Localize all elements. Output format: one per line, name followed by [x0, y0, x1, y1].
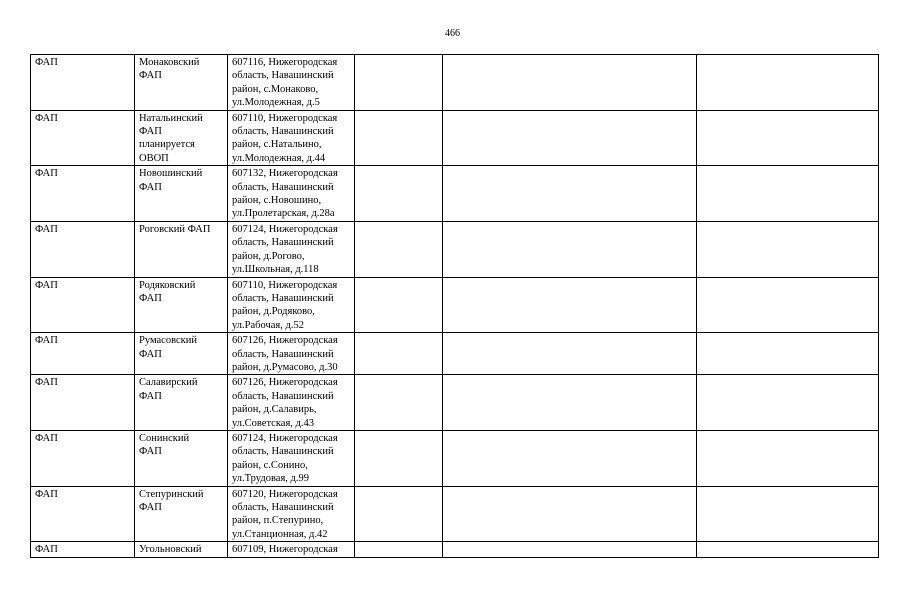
table-row [31, 277, 879, 333]
table-row [31, 430, 879, 486]
facilities-table [30, 54, 879, 558]
cell-facility-name: Новошинский ФАП [135, 166, 228, 222]
cell-col4 [355, 277, 443, 333]
table-row [31, 166, 879, 222]
cell-facility-type: ФАП [31, 277, 135, 333]
cell-facility-name: Монаковский ФАП [135, 55, 228, 111]
cell-facility-type: ФАП [31, 55, 135, 111]
cell-facility-type: ФАП [31, 166, 135, 222]
cell-col5 [443, 221, 697, 277]
cell-col6 [697, 166, 879, 222]
table-row [31, 542, 879, 557]
cell-col5 [443, 542, 697, 557]
cell-col6 [697, 430, 879, 486]
cell-address: 607110, Нижегородская область, Навашинский район, д.Родяково, ул.Рабочая, д.52 [228, 277, 355, 333]
table-row [31, 333, 879, 375]
cell-col6 [697, 333, 879, 375]
cell-facility-name: Угольновский [135, 542, 228, 557]
cell-address: 607126, Нижегородская область, Навашинский район, д.Салавирь, ул.Советская, д.43 [228, 375, 355, 431]
cell-facility-name: Родяковский ФАП [135, 277, 228, 333]
cell-col5 [443, 166, 697, 222]
cell-col4 [355, 221, 443, 277]
cell-address: 607110, Нижегородская область, Навашинский район, с.Натальино, ул.Молодежная, д.44 [228, 110, 355, 166]
cell-address: 607109, Нижегородская [228, 542, 355, 557]
cell-facility-type: ФАП [31, 542, 135, 557]
cell-facility-name: Натальинский ФАП планируется ОВОП [135, 110, 228, 166]
table-row [31, 375, 879, 431]
cell-col5 [443, 55, 697, 111]
cell-col5 [443, 110, 697, 166]
cell-facility-type: ФАП [31, 375, 135, 431]
cell-facility-name: Салавирский ФАП [135, 375, 228, 431]
cell-col6 [697, 486, 879, 542]
cell-facility-name: Роговский ФАП [135, 221, 228, 277]
cell-address: 607120, Нижегородская область, Навашинский район, п.Степурино, ул.Станционная, д.42 [228, 486, 355, 542]
cell-col6 [697, 110, 879, 166]
cell-col4 [355, 110, 443, 166]
cell-col4 [355, 166, 443, 222]
cell-facility-type: ФАП [31, 486, 135, 542]
cell-col4 [355, 486, 443, 542]
cell-col5 [443, 333, 697, 375]
cell-address: 607124, Нижегородская область, Навашинский район, д.Рогово, ул.Школьная, д.118 [228, 221, 355, 277]
cell-col5 [443, 277, 697, 333]
cell-facility-name: Степуринский ФАП [135, 486, 228, 542]
cell-facility-type: ФАП [31, 110, 135, 166]
cell-col4 [355, 55, 443, 111]
cell-col4 [355, 430, 443, 486]
cell-address: 607116, Нижегородская область, Навашинский район, с.Монаково, ул.Молодежная, д.5 [228, 55, 355, 111]
cell-col4 [355, 333, 443, 375]
cell-address: 607132, Нижегородская область, Навашинский район, с.Новошино, ул.Пролетарская, д.28а [228, 166, 355, 222]
cell-address: 607126, Нижегородская область, Навашинский район, д.Румасово, д.30 [228, 333, 355, 375]
cell-col6 [697, 55, 879, 111]
cell-col4 [355, 375, 443, 431]
cell-col5 [443, 430, 697, 486]
cell-address: 607124, Нижегородская область, Навашинский район, с.Сонино, ул.Трудовая, д.99 [228, 430, 355, 486]
cell-facility-type: ФАП [31, 430, 135, 486]
table-row [31, 221, 879, 277]
table-row [31, 110, 879, 166]
cell-col6 [697, 375, 879, 431]
cell-col6 [697, 277, 879, 333]
cell-facility-type: ФАП [31, 221, 135, 277]
cell-col4 [355, 542, 443, 557]
cell-facility-name: Румасовский ФАП [135, 333, 228, 375]
cell-facility-name: Сонинский ФАП [135, 430, 228, 486]
cell-col5 [443, 375, 697, 431]
cell-facility-type: ФАП [31, 333, 135, 375]
table-row [31, 486, 879, 542]
table-row [31, 55, 879, 111]
page-number: 466 [445, 28, 460, 39]
cell-col5 [443, 486, 697, 542]
cell-col6 [697, 542, 879, 557]
cell-col6 [697, 221, 879, 277]
